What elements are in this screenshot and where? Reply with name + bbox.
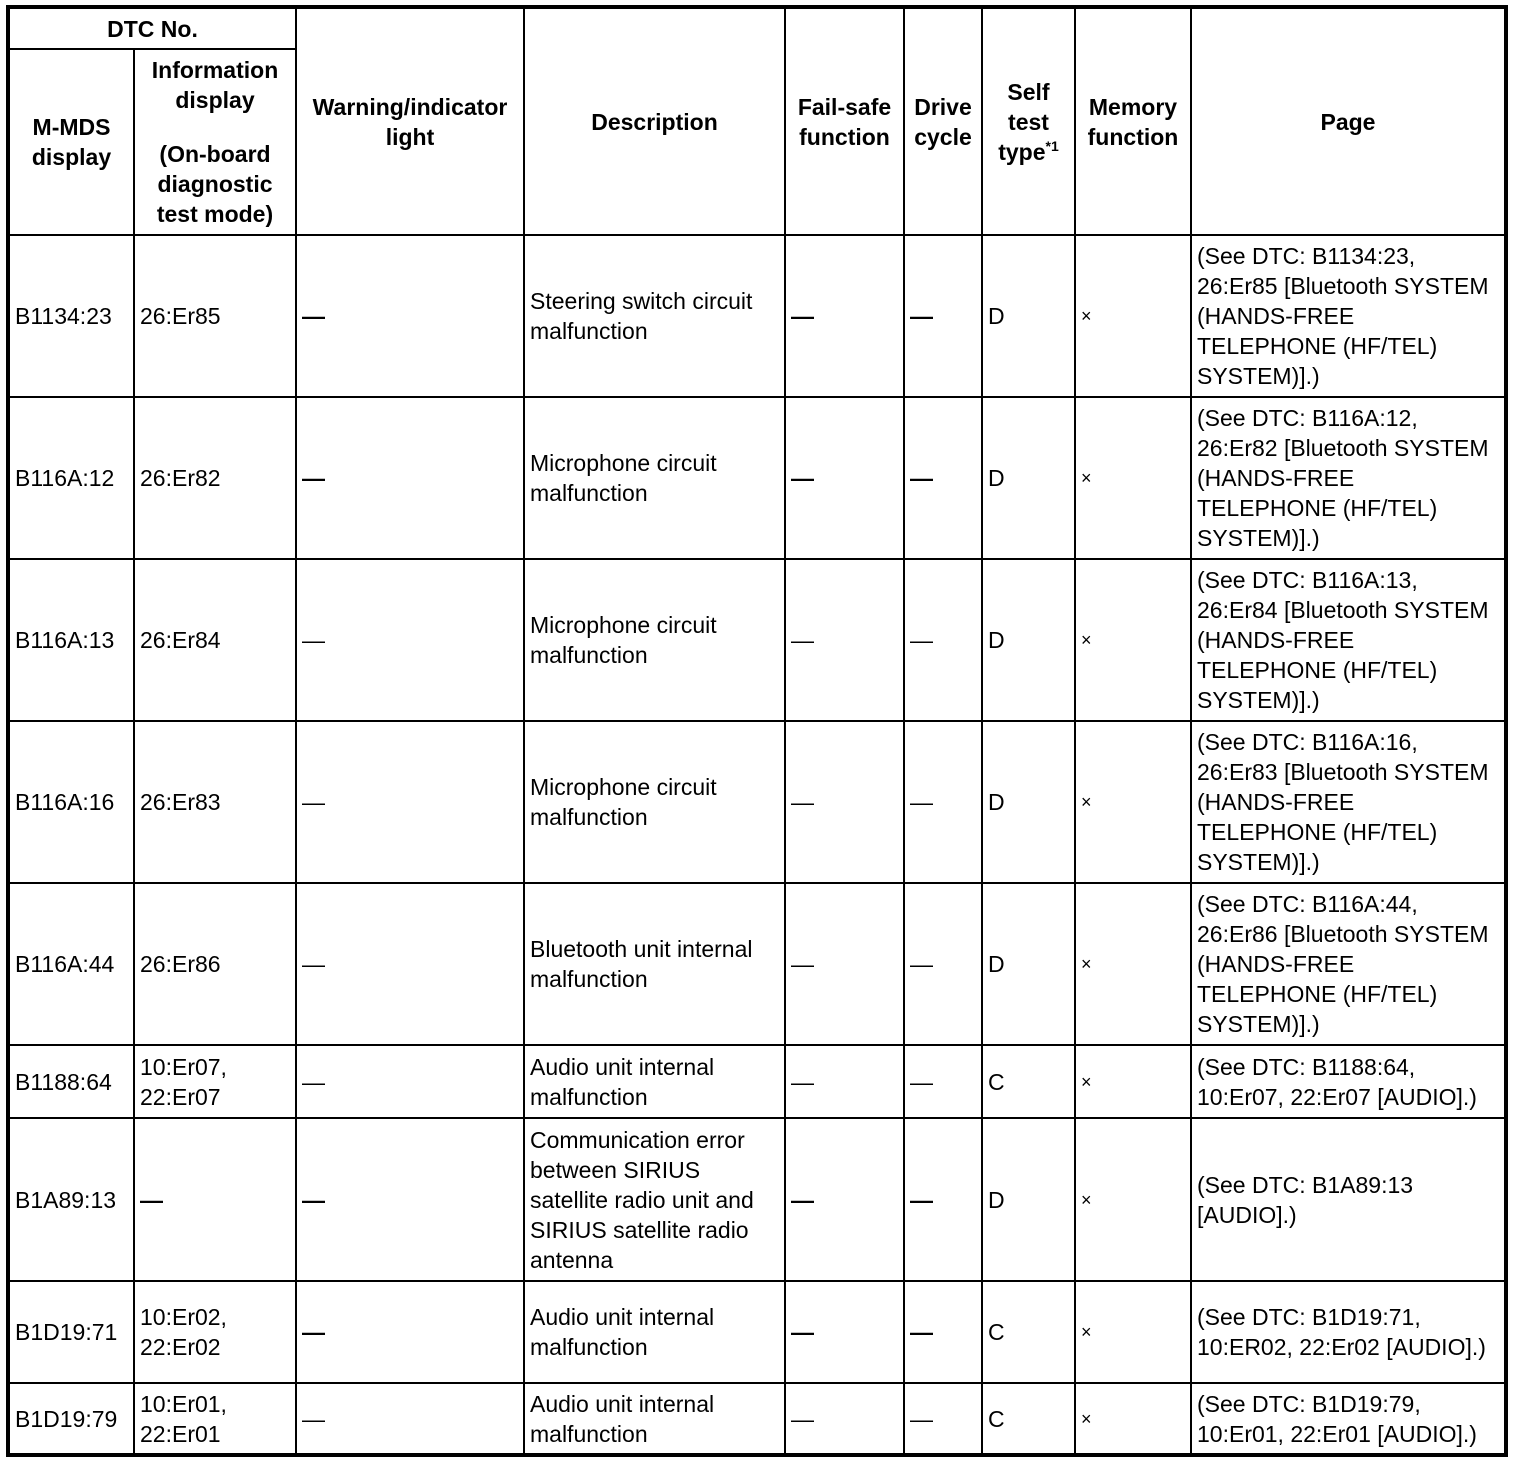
drive-cycle-header: Drive cycle bbox=[904, 7, 982, 235]
warning-cell: — bbox=[296, 721, 524, 883]
memory-cell: × bbox=[1075, 1281, 1191, 1383]
self-test-cell: D bbox=[982, 1118, 1075, 1281]
self-test-footnote-mark: *1 bbox=[1045, 137, 1059, 154]
drive-cycle-cell: — bbox=[904, 883, 982, 1045]
info-cell: — bbox=[134, 1118, 296, 1281]
m-mds-cell: B1A89:13 bbox=[8, 1118, 134, 1281]
description-cell: Audio unit internal malfunction bbox=[524, 1281, 785, 1383]
info-cell: 26:Er85 bbox=[134, 235, 296, 397]
self-test-cell: D bbox=[982, 721, 1075, 883]
info-cell: 26:Er83 bbox=[134, 721, 296, 883]
fail-safe-header: Fail-safe function bbox=[785, 7, 904, 235]
fail-safe-cell: — bbox=[785, 559, 904, 721]
drive-cycle-cell: — bbox=[904, 559, 982, 721]
page-cell: (See DTC: B116A:13, 26:Er84 [Bluetooth SYSTEM (HANDS-FREE TELEPHONE (HF/TEL) SYSTEM)].) bbox=[1191, 559, 1506, 721]
table-row bbox=[8, 721, 1506, 883]
table-row bbox=[8, 883, 1506, 1045]
page-cell: (See DTC: B116A:44, 26:Er86 [Bluetooth SYSTEM (HANDS-FREE TELEPHONE (HF/TEL) SYSTEM)].) bbox=[1191, 883, 1506, 1045]
drive-cycle-cell: — bbox=[904, 1383, 982, 1455]
fail-safe-cell: — bbox=[785, 1118, 904, 1281]
info-cell: 26:Er82 bbox=[134, 397, 296, 559]
page-cell: (See DTC: B1D19:79, 10:Er01, 22:Er01 [AUDIO].) bbox=[1191, 1383, 1506, 1455]
self-test-cell: C bbox=[982, 1281, 1075, 1383]
drive-cycle-cell: — bbox=[904, 1118, 982, 1281]
table-row bbox=[8, 397, 1506, 559]
warning-cell: — bbox=[296, 235, 524, 397]
warning-cell: — bbox=[296, 1045, 524, 1118]
description-cell: Audio unit internal malfunction bbox=[524, 1383, 785, 1455]
m-mds-cell: B116A:44 bbox=[8, 883, 134, 1045]
info-cell: 26:Er84 bbox=[134, 559, 296, 721]
memory-cell: × bbox=[1075, 235, 1191, 397]
warning-cell: — bbox=[296, 397, 524, 559]
info-cell: 10:Er02, 22:Er02 bbox=[134, 1281, 296, 1383]
self-test-cell: D bbox=[982, 235, 1075, 397]
memory-cell: × bbox=[1075, 883, 1191, 1045]
self-test-cell: D bbox=[982, 397, 1075, 559]
page-cell: (See DTC: B1D19:71, 10:ER02, 22:Er02 [AUDIO].) bbox=[1191, 1281, 1506, 1383]
page-cell: (See DTC: B1A89:13 [AUDIO].) bbox=[1191, 1118, 1506, 1281]
warning-cell: — bbox=[296, 1383, 524, 1455]
warning-header: Warning/indicator light bbox=[296, 7, 524, 235]
fail-safe-cell: — bbox=[785, 1281, 904, 1383]
warning-cell: — bbox=[296, 559, 524, 721]
page-header: Page bbox=[1191, 7, 1506, 235]
drive-cycle-cell: — bbox=[904, 1281, 982, 1383]
warning-cell: — bbox=[296, 1281, 524, 1383]
page-cell: (See DTC: B1134:23, 26:Er85 [Bluetooth SYSTEM (HANDS-FREE TELEPHONE (HF/TEL) SYSTEM)].) bbox=[1191, 235, 1506, 397]
memory-cell: × bbox=[1075, 1118, 1191, 1281]
table-row bbox=[8, 1118, 1506, 1281]
description-cell: Microphone circuit malfunction bbox=[524, 559, 785, 721]
memory-cell: × bbox=[1075, 721, 1191, 883]
info-display-header bbox=[134, 49, 296, 235]
m-mds-cell: B116A:16 bbox=[8, 721, 134, 883]
m-mds-cell: B116A:12 bbox=[8, 397, 134, 559]
m-mds-cell: B116A:13 bbox=[8, 559, 134, 721]
description-cell: Microphone circuit malfunction bbox=[524, 721, 785, 883]
description-cell: Communication error between SIRIUS satellite radio unit and SIRIUS satellite radio antenna bbox=[524, 1118, 785, 1281]
fail-safe-cell: — bbox=[785, 883, 904, 1045]
info-cell: 10:Er01, 22:Er01 bbox=[134, 1383, 296, 1455]
info-cell: 26:Er86 bbox=[134, 883, 296, 1045]
fail-safe-cell: — bbox=[785, 397, 904, 559]
fail-safe-cell: — bbox=[785, 721, 904, 883]
dtc-table bbox=[6, 5, 1508, 1457]
table-row bbox=[8, 235, 1506, 397]
memory-cell: × bbox=[1075, 1045, 1191, 1118]
page-cell: (See DTC: B116A:12, 26:Er82 [Bluetooth SYSTEM (HANDS-FREE TELEPHONE (HF/TEL) SYSTEM)].) bbox=[1191, 397, 1506, 559]
info-display-mode-label: (On-board diagnostic test mode) bbox=[156, 141, 274, 227]
description-cell: Audio unit internal malfunction bbox=[524, 1045, 785, 1118]
m-mds-cell: B1134:23 bbox=[8, 235, 134, 397]
drive-cycle-cell: — bbox=[904, 1045, 982, 1118]
memory-cell: × bbox=[1075, 559, 1191, 721]
drive-cycle-cell: — bbox=[904, 397, 982, 559]
drive-cycle-cell: — bbox=[904, 721, 982, 883]
fail-safe-cell: — bbox=[785, 235, 904, 397]
self-test-cell: D bbox=[982, 559, 1075, 721]
fail-safe-cell: — bbox=[785, 1383, 904, 1455]
self-test-label: Self test type bbox=[998, 78, 1050, 165]
table-row bbox=[8, 559, 1506, 721]
m-mds-cell: B1D19:79 bbox=[8, 1383, 134, 1455]
dtc-no-header: DTC No. bbox=[8, 7, 296, 49]
description-header: Description bbox=[524, 7, 785, 235]
warning-cell: — bbox=[296, 1118, 524, 1281]
m-mds-cell: B1188:64 bbox=[8, 1045, 134, 1118]
table-row bbox=[8, 1045, 1506, 1118]
self-test-header bbox=[982, 7, 1075, 235]
drive-cycle-cell: — bbox=[904, 235, 982, 397]
dtc-table-container bbox=[6, 5, 1508, 1457]
self-test-cell: C bbox=[982, 1383, 1075, 1455]
table-row bbox=[8, 1281, 1506, 1383]
description-cell: Bluetooth unit internal malfunction bbox=[524, 883, 785, 1045]
fail-safe-cell: — bbox=[785, 1045, 904, 1118]
description-cell: Steering switch circuit malfunction bbox=[524, 235, 785, 397]
table-row bbox=[8, 1383, 1506, 1455]
memory-cell: × bbox=[1075, 1383, 1191, 1455]
info-cell: 10:Er07, 22:Er07 bbox=[134, 1045, 296, 1118]
m-mds-cell: B1D19:71 bbox=[8, 1281, 134, 1383]
page-cell: (See DTC: B1188:64, 10:Er07, 22:Er07 [AUDIO].) bbox=[1191, 1045, 1506, 1118]
m-mds-header: M-MDS display bbox=[8, 49, 134, 235]
page-cell: (See DTC: B116A:16, 26:Er83 [Bluetooth SYSTEM (HANDS-FREE TELEPHONE (HF/TEL) SYSTEM)].) bbox=[1191, 721, 1506, 883]
self-test-cell: C bbox=[982, 1045, 1075, 1118]
warning-cell: — bbox=[296, 883, 524, 1045]
self-test-cell: D bbox=[982, 883, 1075, 1045]
memory-cell: × bbox=[1075, 397, 1191, 559]
info-display-label: Information display bbox=[151, 57, 279, 113]
memory-header: Memory function bbox=[1075, 7, 1191, 235]
description-cell: Microphone circuit malfunction bbox=[524, 397, 785, 559]
